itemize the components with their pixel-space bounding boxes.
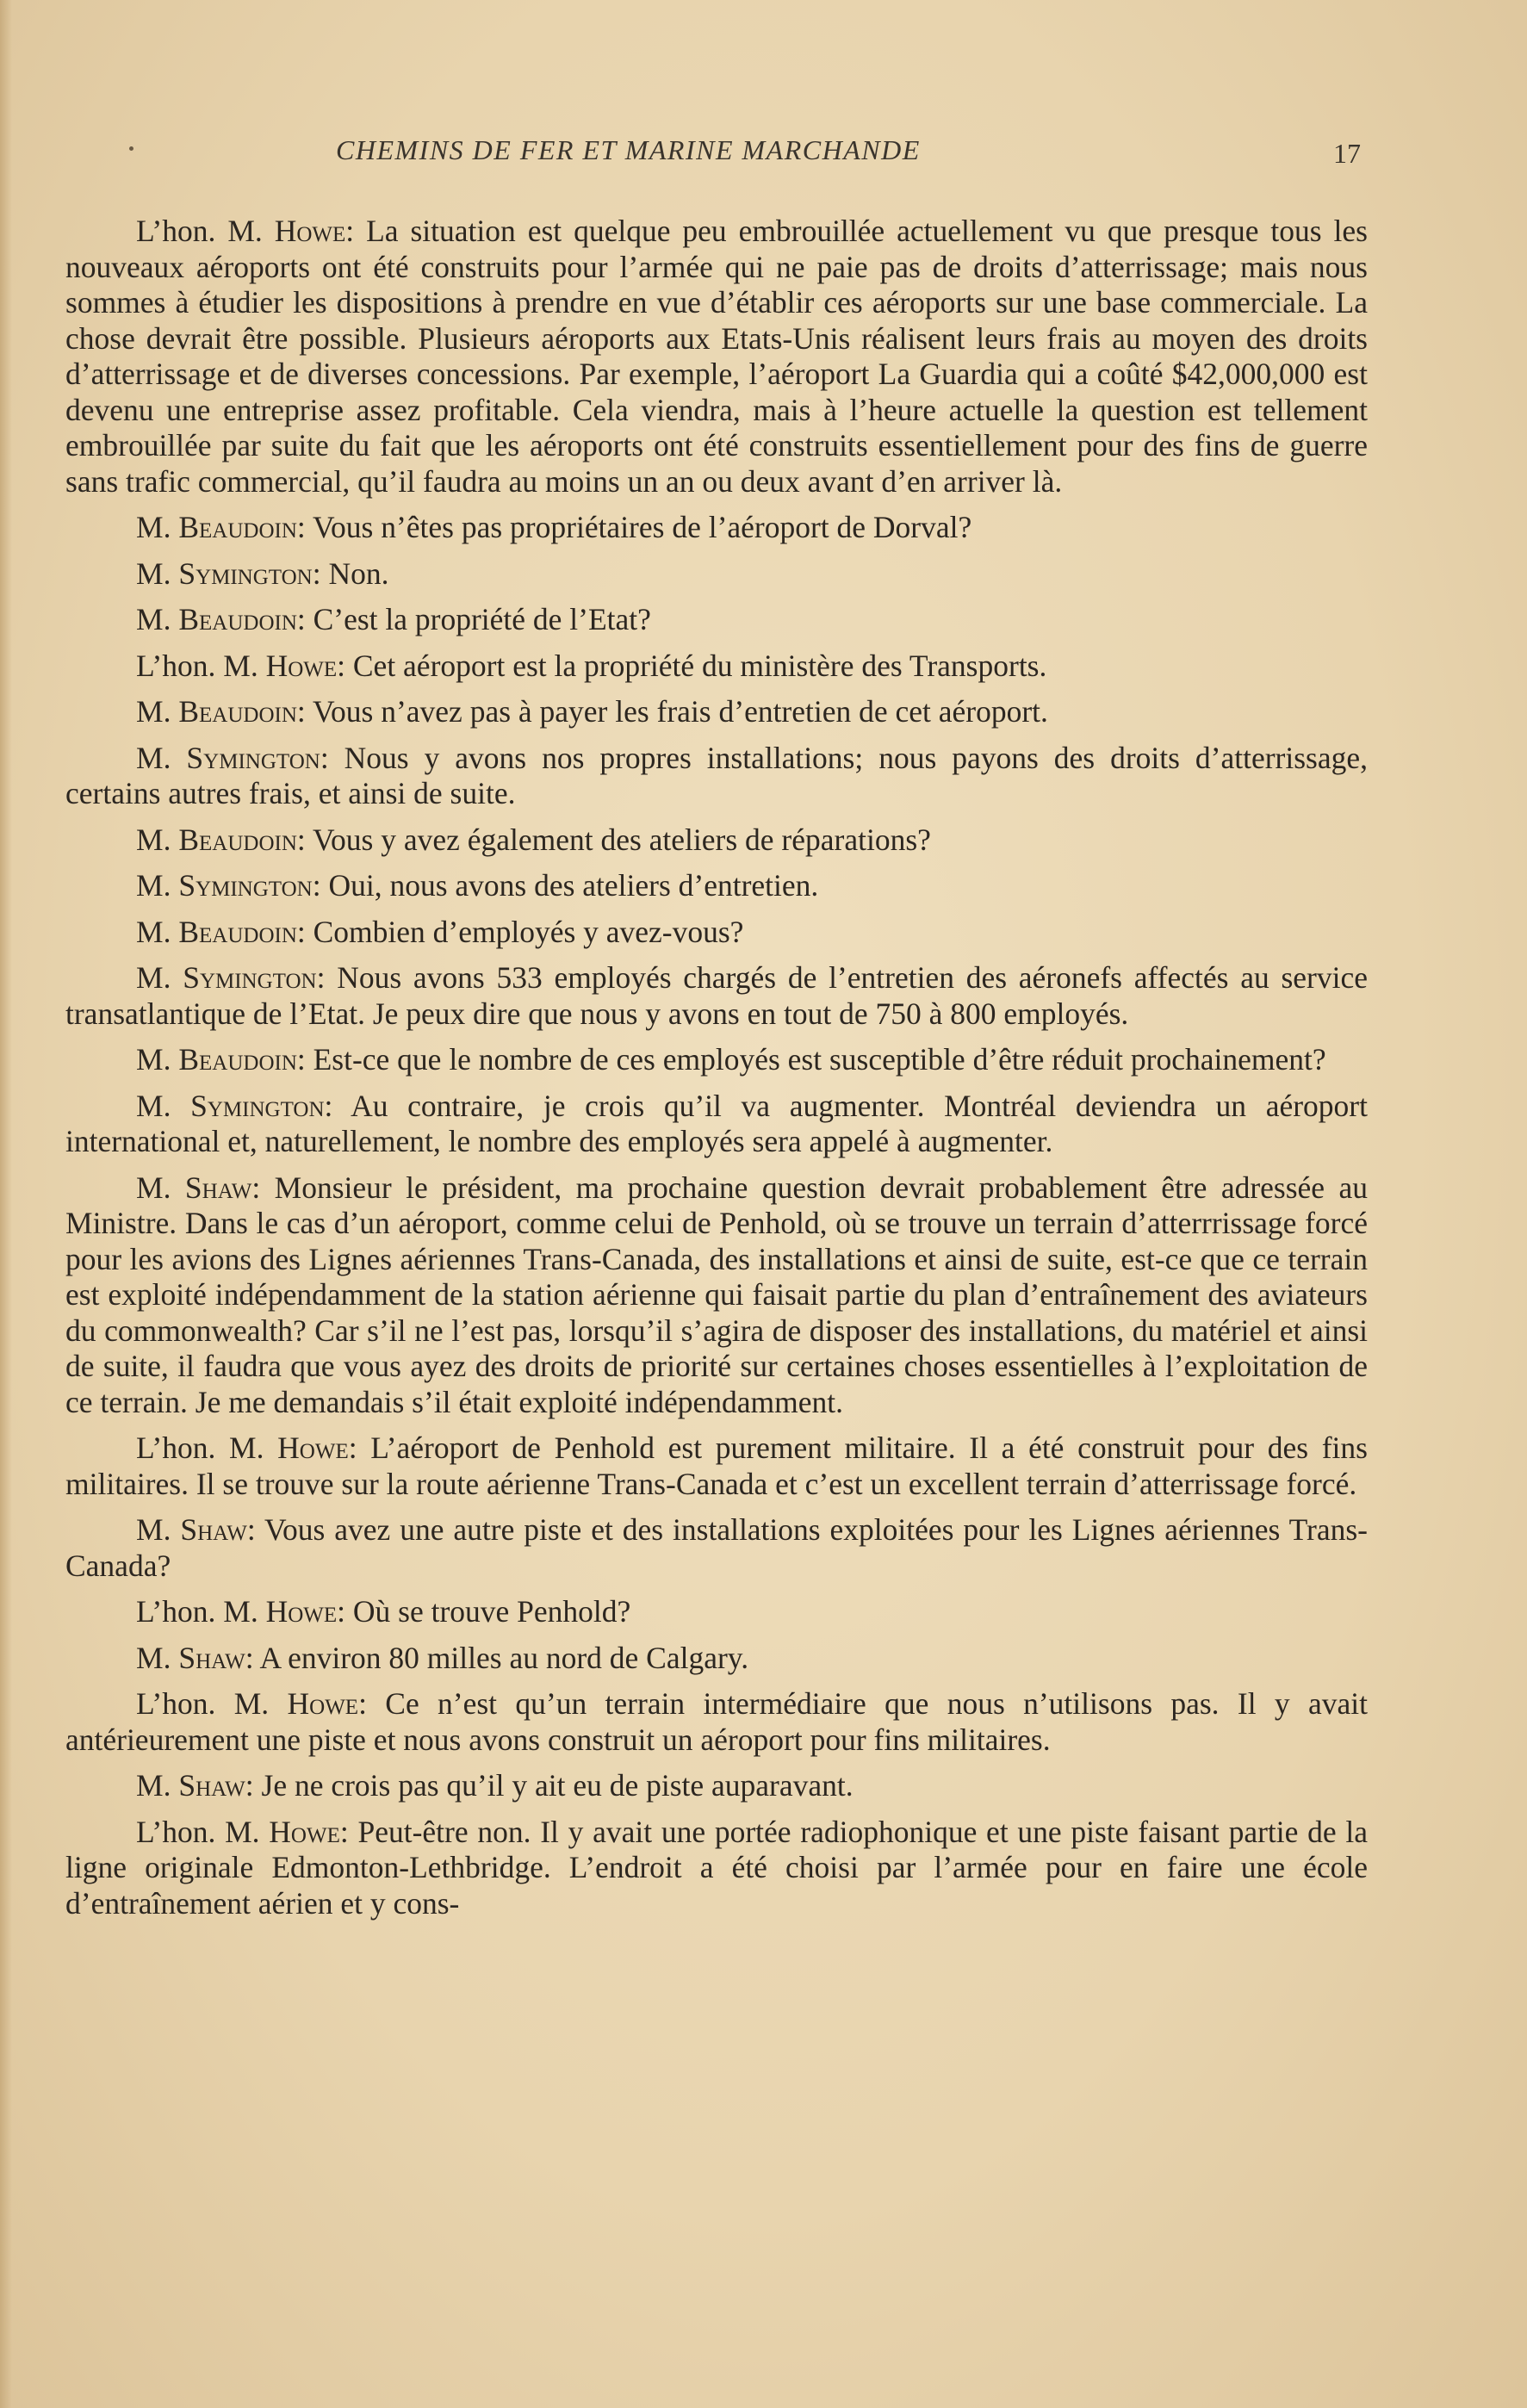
speaker-name: Beaudoin bbox=[178, 822, 297, 857]
speaker-name: Beaudoin bbox=[178, 602, 297, 636]
speaker-title: M. bbox=[136, 1088, 191, 1123]
speaker-title: M. bbox=[136, 694, 179, 729]
speaker-title: M. bbox=[136, 868, 179, 903]
paragraph-text: : Nous avons 533 employés chargés de l’entretien des aéronefs affectés au service transatlantique de l’Etat. Je peux dire que nous y avons en tout de 750 à 800 employés. bbox=[65, 960, 1368, 1031]
paragraph bbox=[65, 960, 1368, 1032]
body-text bbox=[65, 214, 1368, 1932]
speaker-name: Symington bbox=[186, 740, 320, 775]
speaker-name: Howe bbox=[287, 1686, 359, 1721]
speaker-name: Symington bbox=[190, 1088, 325, 1123]
paragraph-text: : Oui, nous avons des ateliers d’entretien. bbox=[312, 868, 819, 903]
speaker-title: L’hon. M. bbox=[136, 214, 275, 248]
speaker-name: Shaw bbox=[184, 1170, 252, 1205]
speaker-name: Symington bbox=[183, 960, 317, 995]
speaker-title: L’hon. M. bbox=[136, 1594, 266, 1629]
paragraph-text: : Combien d’employés y avez-vous? bbox=[296, 914, 744, 949]
speaker-name: Howe bbox=[265, 1594, 338, 1629]
paragraph bbox=[65, 1512, 1368, 1584]
speaker-title: L’hon. M. bbox=[136, 648, 266, 683]
paragraph bbox=[65, 694, 1368, 730]
speaker-name: Beaudoin bbox=[178, 694, 297, 729]
paragraph bbox=[65, 741, 1368, 812]
paragraph bbox=[65, 1089, 1368, 1160]
speaker-name: Beaudoin bbox=[178, 914, 297, 949]
speaker-title: M. bbox=[136, 914, 179, 949]
paragraph-text: : Monsieur le président, ma prochaine question devrait probablement être adressée au Ministre. Dans le cas d’un aéroport, comme celui de Penhold, où se trouve un terrain d’atterrrissage forcé pour les avions des Lignes aériennes Trans-Canada, des installations et ainsi de suite, est-ce que ce terrain est exploité indépendamment de la station aérienne qui faisait partie du plan d’entraînement des aviateurs du commonwealth? Car s’il ne l’est pas, lorsqu’il s’agira de disposer des installations, du matériel et ainsi de suite, il faudra que vous ayez des droits de priorité sur certaines choses essentielles à l’exploitation de ce terrain. Je me demandais s’il était exploité indépendamment. bbox=[65, 1170, 1368, 1419]
paragraph-text: : Ce n’est qu’un terrain intermédiaire que nous n’utilisons pas. Il y avait antérieurement une piste et nous avons construit un aéroport pour fins militaires. bbox=[65, 1686, 1368, 1757]
paragraph-text: : Où se trouve Penhold? bbox=[337, 1594, 631, 1629]
speaker-title: M. bbox=[136, 510, 179, 544]
paragraph bbox=[65, 1042, 1368, 1078]
page-header bbox=[0, 131, 1527, 174]
paragraph bbox=[65, 1641, 1368, 1677]
paragraph bbox=[65, 1768, 1368, 1804]
speaker-title: M. bbox=[136, 960, 183, 995]
paragraph-text: : Est-ce que le nombre de ces employés est susceptible d’être réduit prochainement? bbox=[296, 1042, 1326, 1077]
speaker-name: Shaw bbox=[180, 1512, 247, 1547]
paragraph bbox=[65, 510, 1368, 546]
paragraph bbox=[65, 1815, 1368, 1922]
paragraph bbox=[65, 868, 1368, 904]
speaker-title: M. bbox=[136, 1768, 179, 1803]
speaker-title: M. bbox=[136, 602, 179, 636]
paragraph bbox=[65, 214, 1368, 500]
speaker-title: M. bbox=[136, 822, 179, 857]
paragraph-text: : A environ 80 milles au nord de Calgary. bbox=[245, 1640, 749, 1675]
speaker-title: L’hon. M. bbox=[136, 1686, 288, 1721]
speaker-title: L’hon. M. bbox=[136, 1814, 270, 1849]
paragraph bbox=[65, 1431, 1368, 1502]
speaker-title: M. bbox=[136, 1170, 185, 1205]
paragraph bbox=[65, 649, 1368, 685]
speaker-name: Shaw bbox=[178, 1640, 245, 1675]
speaker-name: Symington bbox=[178, 555, 313, 591]
paragraph-text: : Peut-être non. Il y avait une portée radiophonique et une piste faisant partie de la ligne originale Edmonton-Lethbridge. L’endroit a été choisi par l’armée pour en faire une école d’entraînement aérien et y cons- bbox=[65, 1814, 1368, 1921]
speaker-name: Symington bbox=[178, 868, 313, 903]
paragraph-text: : L’aéroport de Penhold est purement militaire. Il a été construit pour des fins militaires. Il se trouve sur la route aérienne Trans-Canada et c’est un excellent terrain d’atterrissage forcé. bbox=[65, 1431, 1368, 1501]
paragraph-text: : La situation est quelque peu embrouillée actuellement vu que presque tous les nouveaux aéroports ont été construits pour l’armée qui ne paie pas de droits d’atterrissage; mais nous sommes à étudier les dispositions à prendre en vue d’établir ces aéroports sur une base commerciale. La chose devrait être possible. Plusieurs aéroports aux Etats-Unis réalisent leurs frais au moyen des droits d’atterrissage et de diverses concessions. Par exemple, l’aéroport La Guardia qui a coûté $42,000,000 est devenu une entreprise assez profitable. Cela viendra, mais à l’heure actuelle la question est tellement embrouillée par suite du fait que les aéroports ont été construits essentiellement pour des fins de guerre sans trafic commercial, qu’il faudra au moins un an ou deux avant d’en arriver là. bbox=[65, 214, 1368, 499]
running-title: CHEMINS DE FER ET MARINE MARCHANDE bbox=[336, 134, 921, 165]
paragraph bbox=[65, 822, 1368, 859]
paragraph-text: : Cet aéroport est la propriété du ministère des Transports. bbox=[337, 648, 1047, 683]
speaker-title: M. bbox=[136, 1512, 181, 1547]
speaker-name: Howe bbox=[269, 1814, 340, 1849]
paragraph bbox=[65, 1686, 1368, 1758]
speaker-title: M. bbox=[136, 1042, 179, 1077]
paragraph-text: : Vous n’avez pas à payer les frais d’entretien de cet aéroport. bbox=[296, 694, 1048, 729]
ink-speck bbox=[129, 146, 133, 151]
speaker-name: Howe bbox=[265, 648, 338, 683]
speaker-title: M. bbox=[136, 740, 187, 775]
speaker-name: Howe bbox=[277, 1431, 349, 1465]
paragraph bbox=[65, 556, 1368, 593]
speaker-name: Howe bbox=[274, 214, 346, 248]
speaker-title: M. bbox=[136, 555, 179, 591]
paragraph-text: : Vous y avez également des ateliers de réparations? bbox=[296, 822, 931, 857]
paragraph bbox=[65, 915, 1368, 951]
speaker-name: Beaudoin bbox=[178, 510, 297, 544]
speaker-title: L’hon. M. bbox=[136, 1431, 278, 1465]
paragraph-text: : Au contraire, je crois qu’il va augmenter. Montréal deviendra un aéroport international et, naturellement, le nombre des employés sera appelé à augmenter. bbox=[65, 1088, 1368, 1158]
page-edge-shadow bbox=[0, 0, 12, 2408]
paragraph-text: : C’est la propriété de l’Etat? bbox=[296, 602, 651, 636]
page-number: 17 bbox=[1333, 138, 1361, 169]
paragraph bbox=[65, 1170, 1368, 1421]
paragraph-text: : Vous avez une autre piste et des installations exploitées pour les Lignes aériennes Trans-Canada? bbox=[65, 1512, 1368, 1583]
speaker-name: Shaw bbox=[178, 1768, 245, 1803]
paragraph bbox=[65, 602, 1368, 638]
paragraph-text: : Non. bbox=[312, 555, 389, 591]
paragraph bbox=[65, 1594, 1368, 1630]
speaker-title: M. bbox=[136, 1640, 179, 1675]
paragraph-text: : Nous y avons nos propres installations; nous payons des droits d’atterrissage, certains autres frais, et ainsi de suite. bbox=[65, 740, 1368, 810]
paragraph-text: : Je ne crois pas qu’il y ait eu de piste auparavant. bbox=[245, 1768, 854, 1803]
paragraph-text: : Vous n’êtes pas propriétaires de l’aéroport de Dorval? bbox=[296, 510, 972, 544]
speaker-name: Beaudoin bbox=[178, 1042, 297, 1077]
